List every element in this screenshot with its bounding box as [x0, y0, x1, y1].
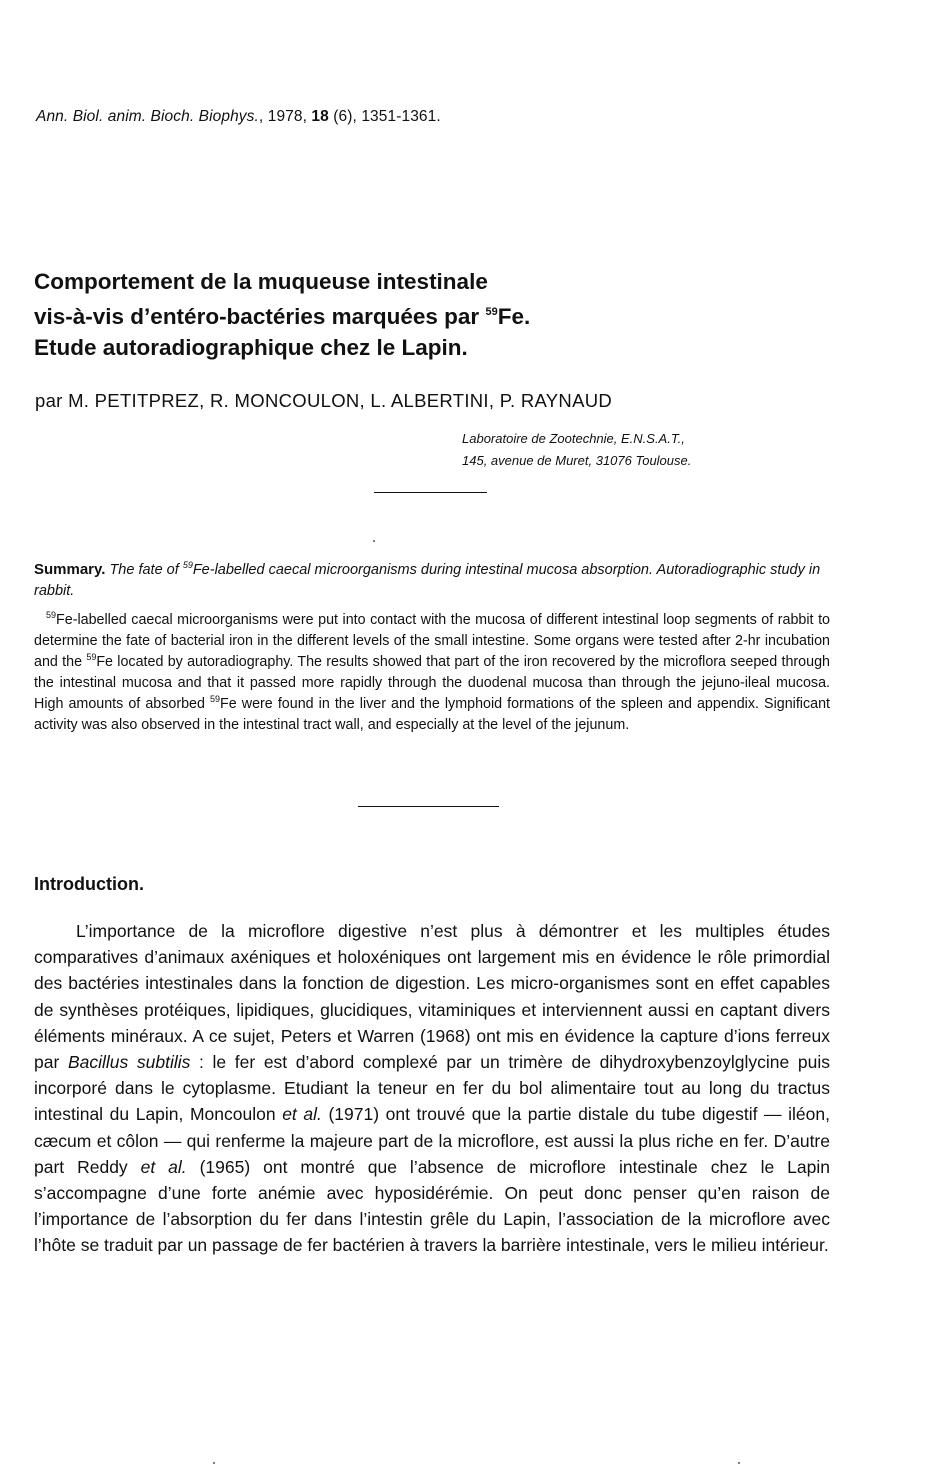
introduction-paragraph — [34, 918, 830, 1259]
author-list: par M. PETITPREZ, R. MONCOULON, L. ALBERTINI, P. RAYNAUD — [35, 390, 613, 411]
separator-rule — [358, 806, 499, 807]
abstract-isotope-mass-1: 59 — [46, 610, 57, 620]
intro-text-2: : le fer est d’abord complexé par un trimère de dihydroxybenzoylglycine puis incorporé dans le cytoplasme. Etudiant la teneur en fer du bol alimentaire tout au long du tractus intestinal du Lapin, Moncoulon — [34, 1052, 831, 1125]
speck — [213, 1462, 215, 1464]
journal-name: Ann. Biol. anim. Bioch. Biophys. — [36, 108, 259, 125]
abstract-part-1: Fe-labelled caecal microorganisms were put into contact with the mucosa of different intestinal loop segments of rabbit to determine the fate of bacterial iron in the different levels of the small intestine. Some organs were tested after 2-hr incubation and the — [34, 612, 830, 670]
title-line-1: Comportement de la muqueuse intestinale — [34, 269, 488, 294]
abstract-paragraph — [34, 610, 830, 736]
journal-citation — [36, 108, 441, 126]
citation-volume: 18 — [311, 108, 329, 125]
intro-text-1: L’importance de la microflore digestive n’est plus à démontrer et les multiples études comparatives d’animaux axéniques et holoxéniques ont largement mis en évidence le rôle primordial des bactéries intestinales dans la fonction de digestion. Les micro-organismes sont en effet capables de synthèses protéiques, lipidiques, glucidiques, vitaminiques et interviennent aussi en captant divers éléments minéraux. A ce sujet, Peters et Warren (1968) ont mis en évidence la capture d’ions ferreux par — [34, 921, 830, 1073]
abstract-isotope-mass-3: 59 — [210, 694, 221, 704]
intro-etal-1: et al. — [282, 1104, 322, 1125]
intro-species: Bacillus subtilis — [67, 1052, 191, 1073]
abstract-part-3: Fe were found in the liver and the lymphoid formations of the spleen and appendix. Significant activity was also observed in the intestinal tract wall, and especially at the level of the jejunum. — [34, 696, 830, 733]
summary-title-post: Fe-labelled caecal microorganisms during intestinal mucosa absorption. Autoradiographic study in rabbit. — [34, 562, 821, 599]
affiliation-line-2: 145, avenue de Muret, 31076 Toulouse. — [462, 453, 692, 468]
summary-heading — [34, 559, 830, 602]
citation-issue-pages: (6), 1351-1361. — [328, 108, 441, 125]
title-line-3: Etude autoradiographique chez le Lapin. — [34, 335, 468, 360]
citation-year: , 1978, — [258, 108, 312, 125]
title-line-2-text: vis-à-vis d’entéro-bactéries marquées par — [34, 304, 486, 329]
summary-isotope-mass: 59 — [182, 560, 193, 570]
title-line-2 — [34, 297, 734, 332]
summary-title-pre: The fate of — [109, 562, 183, 578]
section-heading: Introduction. — [34, 874, 144, 894]
speck — [373, 540, 375, 542]
abstract-isotope-mass-2: 59 — [86, 652, 97, 662]
speck — [738, 1462, 740, 1464]
intro-text-4: (1965) ont montré que l’absence de microflore intestinale chez le Lapin s’accompagne d’une forte anémie avec hyposidérémie. On peut donc penser qu’en raison de l’importance de l’absorption du fer dans l’intestin grêle du Lapin, l’association de la microflore avec l’hôte se traduit par un passage de fer bactérien à travers la barrière intestinale, vers le milieu intérieur. — [34, 1156, 830, 1256]
separator-rule — [374, 492, 487, 493]
summary-title — [34, 562, 820, 599]
intro-etal-2: et al. — [140, 1156, 187, 1177]
abstract-part-2: Fe located by autoradiography. The results showed that part of the iron recovered by the microflora seeped through the intestinal mucosa and that it passed more rapidly through the duodenal mucosa than through the jejuno-ileal mucosa. High amounts of absorbed — [34, 654, 830, 712]
article-title — [34, 266, 734, 363]
summary-label: Summary. — [34, 561, 106, 578]
title-isotope-mass: 59 — [485, 306, 498, 318]
title-line-2-end: Fe. — [497, 304, 531, 329]
affiliation-line-1: Laboratoire de Zootechnie, E.N.S.A.T., — [462, 431, 685, 446]
intro-text-3: (1971) ont trouvé que la partie distale du tube digestif — iléon, cæcum et côlon — qui renferme la majeure part de la microflore, est aussi la plus riche en fer. D’autre part Reddy — [34, 1104, 830, 1177]
affiliation — [462, 428, 691, 472]
